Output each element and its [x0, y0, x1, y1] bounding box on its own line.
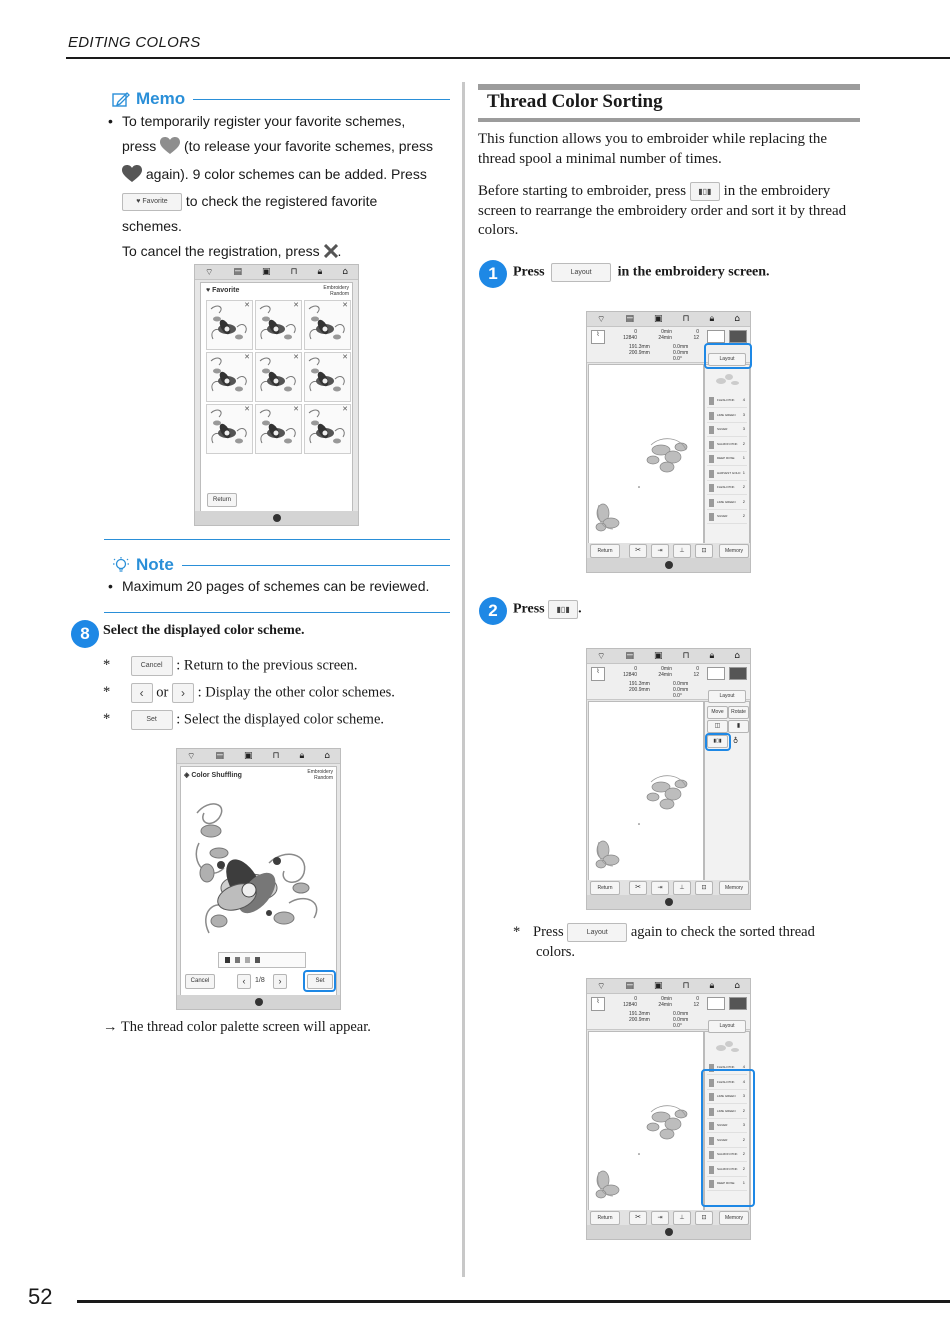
trial-icon[interactable]: ⊡	[695, 1211, 713, 1225]
thread-name: SILVER	[717, 1123, 728, 1127]
return-button[interactable]: Return	[590, 881, 620, 895]
camera-icon[interactable]	[729, 330, 747, 343]
camera-icon[interactable]	[729, 997, 747, 1010]
memo-body: • To temporarily register your favorite schemes, press (to release your favorite schemes, press again). 9 color schemes can be added. Press ♥ Favorite to check the registered favorite schemes. To cancel the registration, press .	[108, 113, 434, 259]
favorite-scheme-cell[interactable]	[304, 300, 351, 350]
scissors-icon[interactable]: ✂	[629, 881, 647, 895]
thread-name: LIME GREEN	[717, 499, 736, 504]
rotate-button[interactable]: Rotate	[728, 706, 749, 719]
thread-swatch	[709, 513, 714, 521]
section-bar-bottom	[478, 118, 860, 122]
thread-name: FLESH PINK	[717, 485, 735, 489]
thread-name: FLESH PINK	[717, 1065, 735, 1069]
color-edit-icon[interactable]: ◫	[707, 720, 728, 733]
return-button[interactable]: Return	[207, 493, 237, 507]
layout-button-inline: Layout	[551, 263, 611, 282]
sort-icon-inline: ▮▯▮	[548, 600, 578, 619]
scissors-icon[interactable]: ✂	[629, 1211, 647, 1225]
note-text: Maximum 20 pages of schemes can be reviewed.	[122, 578, 430, 594]
thread-count: 2	[742, 1151, 745, 1156]
favorite-scheme-cell[interactable]	[255, 404, 302, 454]
footer-rule	[77, 1300, 950, 1303]
thread-swatch	[709, 397, 714, 405]
needle-icon: ⌇	[591, 667, 605, 681]
again-note: * Press Layout again to check the sorted thread colors.	[513, 924, 815, 961]
section-para1: This function allows you to embroider while replacing the thread spool a minimal number of times.	[478, 131, 828, 167]
embroidery-design	[591, 1092, 701, 1202]
step-8-badge: 8	[71, 620, 99, 648]
tension-icon[interactable]: ⇥	[651, 1211, 669, 1225]
memo-label: Memo	[136, 89, 186, 108]
copy-icon[interactable]	[707, 997, 725, 1010]
thread-swatch	[709, 426, 714, 434]
thread-swatch	[709, 470, 714, 478]
set-button[interactable]: Set	[307, 974, 333, 989]
thread-list-highlight	[701, 1069, 755, 1207]
thread-name: SALMON PINK	[717, 1166, 738, 1171]
bottom-toolbar	[587, 543, 750, 558]
status-bar: ⌔ ▤ ▣ ⊓ 🔒︎ ⌂	[587, 312, 750, 327]
favorite-scheme-cell[interactable]	[206, 404, 253, 454]
home-bar	[587, 558, 750, 572]
return-button[interactable]: Return	[590, 544, 620, 558]
favorite-scheme-cell[interactable]	[255, 352, 302, 402]
thread-count: 2	[742, 440, 745, 446]
note-heading	[112, 555, 450, 575]
sort-button-highlight	[705, 733, 731, 751]
favorite-button-inline: ♥ Favorite	[122, 193, 182, 211]
return-button[interactable]: Return	[590, 1211, 620, 1225]
copy-icon[interactable]	[707, 667, 725, 680]
next-scheme-button[interactable]: ›	[273, 974, 287, 989]
thread-name: FLESH PINK	[717, 398, 735, 402]
status-bar: ⌔ ▤ ▣ ⊓ 🔒︎ ⌂	[177, 749, 340, 764]
remove-favorite-icon[interactable]: ✕	[244, 301, 250, 309]
favorite-scheme-cell[interactable]	[304, 352, 351, 402]
design-thumbnail	[707, 369, 745, 391]
embroidery-canvas[interactable]	[588, 701, 704, 881]
info-bar: ⌇ 0 12840 0min 24min 0 12 191.3mm 200.9mm 0.0mm 0.0mm 0.0°	[587, 994, 750, 1030]
memo-line3: again). 9 color schemes can be added. Press	[145, 166, 427, 182]
layout-button[interactable]: Layout	[708, 1020, 746, 1033]
prev-scheme-button[interactable]: ‹	[237, 974, 251, 989]
home-bar	[195, 511, 358, 525]
cancel-button[interactable]: Cancel	[185, 974, 215, 989]
set-button-inline: Set	[131, 710, 173, 730]
thread-count: 2	[742, 1136, 745, 1142]
step8-item-arrows: * ‹ or › : Display the other color schemes.	[103, 683, 443, 703]
step-2-text: Press ▮▯▮ .	[513, 600, 582, 619]
section-bar-top	[478, 84, 860, 90]
thread-name: FLESH PINK	[717, 1079, 735, 1084]
thread-name: SILVER	[717, 427, 728, 431]
bottom-toolbar	[587, 1210, 750, 1225]
favorite-panel	[200, 282, 353, 512]
thread-count: 2	[742, 513, 745, 518]
copy-icon[interactable]	[707, 330, 725, 343]
thread-list-item[interactable]	[707, 468, 747, 481]
move-button[interactable]: Move	[707, 706, 728, 719]
needle-icon: ⌇	[591, 997, 605, 1011]
chapter-title: EDITING COLORS	[68, 34, 201, 51]
thread-count: 4	[742, 1078, 745, 1084]
color-strip	[218, 952, 306, 968]
thread-list-item[interactable]	[707, 410, 747, 423]
remove-favorite-icon[interactable]: ✕	[293, 405, 299, 413]
trial-icon[interactable]: ⊡	[695, 881, 713, 895]
thread-count: 2	[742, 498, 745, 504]
status-bar: ⌔ ▤ ▣ ⊓ 🔒︎ ⌂	[587, 979, 750, 994]
memo-line4: to check the registered favorite	[185, 193, 378, 209]
home-bar	[587, 1225, 750, 1239]
step-8-title: Select the displayed color scheme.	[103, 623, 305, 638]
info-bar: ⌇ 0 12840 0min 24min 0 12 191.3mm 200.9mm 0.0mm 0.0mm 0.0°	[587, 327, 750, 363]
result-text: → The thread color palette screen will appear.	[103, 1019, 371, 1035]
frame-icon[interactable]: ⊥	[673, 544, 691, 558]
thread-count: 3	[742, 1093, 745, 1098]
page-number: 52	[28, 1284, 53, 1309]
favorite-mode: Embroidery Random	[323, 285, 349, 297]
favorite-scheme-cell[interactable]	[304, 404, 351, 454]
thread-list-item[interactable]	[707, 497, 747, 510]
note-label: Note	[136, 555, 174, 574]
sort-icon-inline: ▮▯▮	[690, 182, 720, 201]
thread-swatch	[709, 441, 714, 449]
shuffling-mode: Embroidery Random	[307, 769, 333, 781]
embroidery-canvas[interactable]	[588, 364, 704, 544]
memo-heading	[112, 89, 450, 109]
step-1-text: Press Layout in the embroidery screen.	[513, 263, 770, 282]
shuffling-panel	[180, 766, 337, 996]
embroidery-canvas[interactable]	[588, 1031, 704, 1211]
thread-count: 3	[742, 1122, 745, 1127]
step8-item-cancel: * Cancel : Return to the previous screen.	[103, 656, 443, 676]
color-shuffling-screen	[176, 748, 341, 1010]
info-bar: ⌇ 0 12840 0min 24min 0 12 191.3mm 200.9mm 0.0mm 0.0mm 0.0°	[587, 664, 750, 700]
thread-list-item[interactable]	[707, 439, 747, 452]
tension-icon[interactable]: ⇥	[651, 544, 669, 558]
embroidery-screen-step1	[586, 311, 751, 573]
thread-name: SILVER	[717, 514, 728, 518]
step8-item-set: * Set : Select the displayed color scheme.	[103, 710, 443, 730]
favorite-scheme-cell[interactable]	[255, 300, 302, 350]
header-rule	[66, 57, 950, 59]
embroidery-screen-sorted	[586, 978, 751, 1240]
embroidery-screen-step2	[586, 648, 751, 910]
cancel-button-inline: Cancel	[131, 656, 173, 676]
chevron-right-icon: ›	[172, 683, 194, 703]
note-body: • Maximum 20 pages of schemes can be reviewed.	[108, 578, 430, 594]
needle-icon: ⌇	[591, 330, 605, 344]
step-1-badge: 1	[479, 260, 507, 288]
home-bar	[587, 895, 750, 909]
thread-icon[interactable]: ▮	[728, 720, 749, 733]
bottom-toolbar	[587, 880, 750, 895]
frame-icon[interactable]: ⊥	[673, 1211, 691, 1225]
thread-name: SALMON PINK	[717, 441, 738, 446]
remove-favorite-icon[interactable]: ✕	[244, 353, 250, 361]
thread-swatch	[709, 499, 714, 507]
memo-pencil-icon	[112, 91, 130, 107]
embroidery-design	[591, 425, 701, 535]
design-thumbnail	[707, 1036, 745, 1058]
step-2-badge: 2	[479, 597, 507, 625]
heart-icon	[160, 137, 180, 155]
layout-button-inline: Layout	[567, 923, 627, 942]
layout-button[interactable]: Layout	[708, 690, 746, 703]
remove-favorite-icon[interactable]: ✕	[293, 301, 299, 309]
scissors-icon[interactable]: ✂	[629, 544, 647, 558]
memo-line5: schemes.	[122, 218, 182, 234]
memo-line2b: (to release your favorite schemes, press	[184, 138, 434, 154]
edit-side-panel	[704, 356, 750, 544]
memo-end-rule	[104, 539, 450, 540]
thread-list-item[interactable]	[707, 511, 747, 524]
thread-swatch	[709, 455, 714, 463]
thread-name: SILVER	[717, 1137, 728, 1142]
thread-count: 3	[742, 411, 745, 417]
thread-list-item[interactable]	[707, 424, 747, 437]
thread-count: 1	[742, 1180, 745, 1185]
thread-count: 2	[742, 484, 745, 489]
thread-count: 3	[742, 426, 745, 431]
section-para2: Before starting to embroider, press ▮▯▮ in the embroidery screen to rearrange the embroidery order and sort it by thread colors.	[478, 183, 847, 238]
embroidery-design	[591, 762, 701, 872]
thread-list-item[interactable]	[707, 395, 747, 408]
home-bar	[177, 995, 340, 1009]
remove-favorite-icon[interactable]: ✕	[342, 353, 348, 361]
sort-colors-button[interactable]: ▮▯▮	[707, 735, 728, 748]
lightbulb-icon	[112, 557, 130, 573]
tension-icon[interactable]: ⇥	[651, 881, 669, 895]
thread-count: 4	[742, 1064, 745, 1069]
status-bar: ⌔ ▤ ▣ ⊓ 🔒︎ ⌂	[195, 265, 358, 280]
memory-button[interactable]: Memory	[719, 1211, 749, 1225]
thread-name: LIME GREEN	[717, 1094, 736, 1098]
thread-count: 2	[742, 1165, 745, 1171]
section-title: Thread Color Sorting	[487, 91, 663, 112]
remove-favorite-icon[interactable]: ✕	[342, 405, 348, 413]
set-button-highlight	[303, 970, 336, 992]
memo-line2a: press	[122, 138, 157, 154]
frame-icon[interactable]: ⊥	[673, 881, 691, 895]
thread-list-item[interactable]	[707, 482, 747, 495]
column-divider	[462, 82, 465, 1277]
thread-name: DEEP ROSE	[717, 456, 735, 460]
scheme-page: 1/8	[255, 977, 265, 984]
thread-count: 2	[742, 1107, 745, 1113]
shuffling-title: ◈ Color Shuffling	[184, 772, 242, 779]
remove-favorite-icon[interactable]: ✕	[244, 405, 250, 413]
favorite-title: ♥ Favorite	[206, 287, 240, 294]
memo-line1: To temporarily register your favorite schemes,	[122, 113, 406, 129]
remove-favorite-icon[interactable]: ✕	[293, 353, 299, 361]
thread-list-item[interactable]	[707, 453, 747, 466]
camera-icon[interactable]	[729, 667, 747, 680]
favorite-scheme-cell[interactable]	[206, 352, 253, 402]
layout-button[interactable]: Layout	[708, 353, 746, 366]
remove-favorite-icon[interactable]: ✕	[342, 301, 348, 309]
x-close-icon	[324, 244, 338, 258]
applique-icon: ♁	[733, 736, 739, 744]
memory-button[interactable]: Memory	[719, 544, 749, 558]
thread-count: 4	[742, 397, 745, 402]
thread-name: SALMON PINK	[717, 1152, 738, 1156]
thread-name: LIME GREEN	[717, 412, 736, 417]
note-end-rule	[104, 612, 450, 613]
memo-line6: To cancel the registration, press	[122, 243, 320, 259]
favorite-scheme-cell[interactable]	[206, 300, 253, 350]
thread-name: LIME GREEN	[717, 1108, 736, 1113]
favorite-screen	[194, 264, 359, 526]
thread-name: HARVEST GOLD	[717, 470, 741, 475]
edit-side-panel	[704, 693, 750, 881]
embroidery-preview-large	[189, 793, 329, 943]
thread-count: 1	[742, 469, 745, 475]
heart-dark-icon	[122, 165, 142, 183]
thread-swatch	[709, 484, 714, 492]
layout-button-highlight	[704, 343, 752, 369]
status-bar: ⌔ ▤ ▣ ⊓ 🔒︎ ⌂	[587, 649, 750, 664]
memory-button[interactable]: Memory	[719, 881, 749, 895]
chevron-left-icon: ‹	[131, 683, 153, 703]
thread-count: 1	[742, 455, 745, 460]
trial-icon[interactable]: ⊡	[695, 544, 713, 558]
thread-name: DEEP ROSE	[717, 1181, 735, 1185]
thread-swatch	[709, 412, 714, 420]
